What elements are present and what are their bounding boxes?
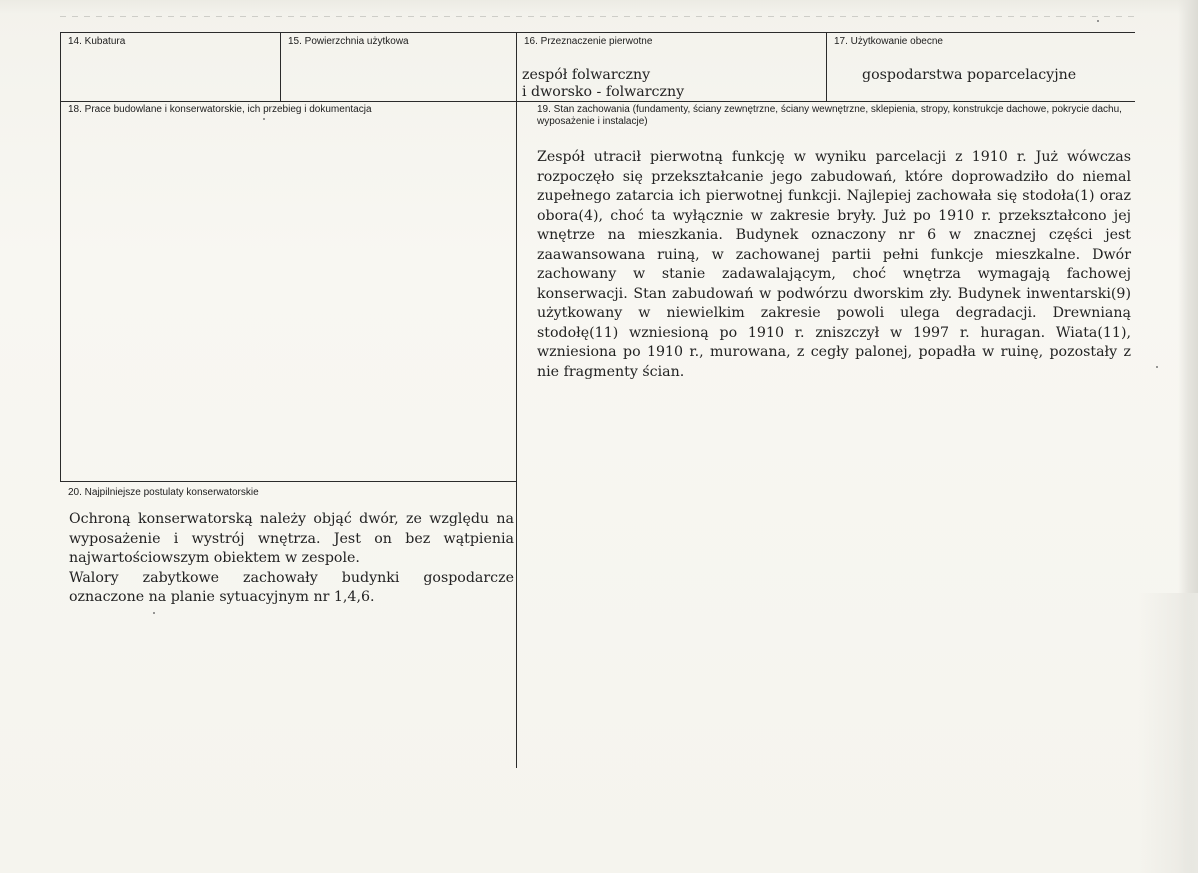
field-20-label: 20. Najpilniejsze postulaty konserwatorskie <box>68 487 259 498</box>
field-14-label: 14. Kubatura <box>68 36 126 47</box>
field-19-label: 19. Stan zachowania (fundamenty, ściany zewnętrzne, ściany wewnętrzne, sklepienia, stropy, konstrukcje dachowe, pokrycie dachu, wyposażenie i instalacje) <box>537 104 1122 127</box>
grid-top-border <box>60 32 1135 33</box>
field-16-label: 16. Przeznaczenie pierwotne <box>524 36 653 47</box>
grid-col-divider-3 <box>826 32 827 102</box>
grid-field20-top <box>60 481 516 482</box>
field-19-text <box>537 148 1131 382</box>
scan-speck <box>263 118 265 120</box>
field-16-value-line2: i dworsko - folwarczny <box>522 84 685 100</box>
field-17-label: 17. Użytkowanie obecne <box>834 36 943 47</box>
grid-row1-bottom <box>60 101 1135 102</box>
field-19-paragraph: Zespół utracił pierwotną funkcję w wyniku parcelacji z 1910 r. Już wówczas rozpoczęło się przekształcanie jego zabudowań, które doprowadziło do niemal zupełnego zatarcia ich pierwotnej funkcji. Najlepiej zachowała się stodoła(1) oraz obora(4), choć ta wyłącznie w zakresie bryły. Już po 1910 r. przekształcono jej wnętrze na mieszkania. Budynek oznaczony nr 6 w znacznej części jest zaawansowana ruiną, w zachowanej partii pełni funkcje mieszkalne. Dwór zachowany w stanie zadawalającym, choć wnętrza wymagają fachowej konserwacji. Stan zabudowań w podwórzu dworskim zły. Budynek inwentarski(9) użytkowany w niewielkim zakresie powoli ulega degradacji. Drewnianą stodołę(11) wzniesioną po 1910 r. zniszczył w 1997 r. huragan. Wiata(11), wzniesiona po 1910 r., murowana, z cegły palonej, popadła w ruinę, pozostały z nie fragmenty ścian. <box>537 149 1131 380</box>
field-20-paragraph-1: Ochroną konserwatorską należy objąć dwór, ze względu na wyposażenie i wystrój wnętrza. Jest on bez wątpienia najwartościowszym obiektem w zespole. <box>69 511 514 566</box>
scan-artifact-line <box>60 16 1140 17</box>
field-20-text <box>69 510 514 608</box>
grid-center-divider <box>516 32 517 768</box>
field-15-label: 15. Powierzchnia użytkowa <box>288 36 409 47</box>
field-18-label: 18. Prace budowlane i konserwatorskie, ich przebieg i dokumentacja <box>68 104 372 115</box>
field-20-paragraph-2: Walory zabytkowe zachowały budynki gospodarcze oznaczone na planie sytuacyjnym nr 1,4,6. <box>69 569 514 605</box>
scan-speck <box>153 612 155 614</box>
scan-speck <box>1097 20 1099 22</box>
field-16-value-line1: zespół folwarczny <box>522 67 651 83</box>
grid-col-divider-1 <box>280 32 281 102</box>
grid-left-border <box>60 32 61 102</box>
grid-left-border-lower <box>60 101 61 481</box>
field-17-value: gospodarstwa poparcelacyjne <box>862 67 1077 83</box>
page-top-shadow <box>0 0 1198 14</box>
scan-speck <box>1156 366 1158 368</box>
page-fold-shadow <box>1138 593 1198 873</box>
